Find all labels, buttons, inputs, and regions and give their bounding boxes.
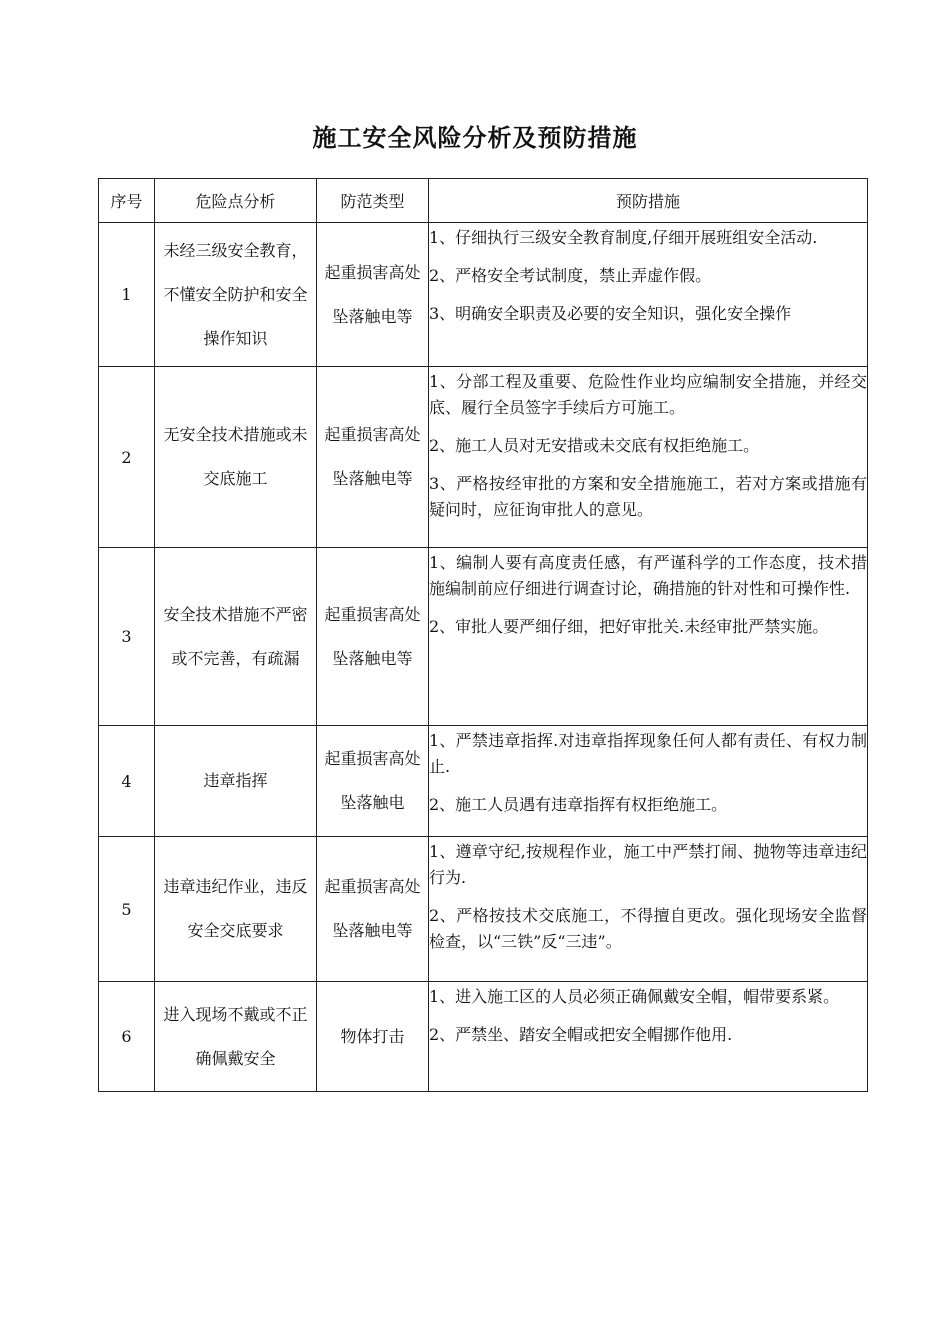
header-row [99,179,868,223]
measure-item: 1、遵章守纪,按规程作业，施工中严禁打闹、抛物等违章违纪行为. [429,842,867,887]
row-measures [429,223,868,367]
table-row [99,837,868,982]
measure-item: 2、审批人要严细仔细，把好审批关.未经审批严禁实施。 [429,617,829,636]
row-hazard: 无安全技术措施或未交底施工 [155,367,317,548]
measure-item: 1、编制人要有高度责任感，有严谨科学的工作态度，技术措施编制前应仔细进行调查讨论，确措施的针对性和可操作性. [429,553,867,598]
table-row [99,367,868,548]
row-hazard: 未经三级安全教育，不懂安全防护和安全操作知识 [155,223,317,367]
row-type: 起重损害高处坠落触电等 [317,367,429,548]
table-row [99,223,868,367]
row-measures [429,548,868,726]
measure-item: 2、严格安全考试制度，禁止弄虚作假。 [429,266,712,285]
row-measures [429,367,868,548]
measure-item: 3、明确安全职责及必要的安全知识，强化安全操作 [429,304,792,323]
measure-item: 1、严禁违章指挥.对违章指挥现象任何人都有责任、有权力制止. [429,731,867,776]
row-type: 起重损害高处坠落触电等 [317,548,429,726]
measure-item: 2、严禁坐、踏安全帽或把安全帽挪作他用. [429,1025,733,1044]
row-hazard: 违章违纪作业，违反安全交底要求 [155,837,317,982]
measure-item: 1、分部工程及重要、危险性作业均应编制安全措施，并经交底、履行全员签字手续后方可施工。 [429,372,867,417]
row-measures [429,837,868,982]
row-hazard: 违章指挥 [155,726,317,837]
row-no: 5 [99,837,155,982]
table-row [99,726,868,837]
row-no: 4 [99,726,155,837]
row-hazard: 安全技术措施不严密或不完善，有疏漏 [155,548,317,726]
header-measures: 预防措施 [429,179,868,223]
risk-table [98,178,868,1092]
measure-item: 2、施工人员遇有违章指挥有权拒绝施工。 [429,795,728,814]
row-measures [429,982,868,1092]
row-no: 1 [99,223,155,367]
row-type: 起重损害高处坠落触电等 [317,837,429,982]
row-hazard: 进入现场不戴或不正确佩戴安全 [155,982,317,1092]
measure-item: 3、严格按经审批的方案和安全措施施工，若对方案或措施有疑问时，应征询审批人的意见。 [429,474,867,519]
row-no: 6 [99,982,155,1092]
row-type: 起重损害高处坠落触电等 [317,223,429,367]
measure-item: 1、进入施工区的人员必须正确佩戴安全帽，帽带要系紧。 [429,987,840,1006]
table-row [99,548,868,726]
table-row [99,982,868,1092]
measure-item: 2、严格按技术交底施工，不得擅自更改。强化现场安全监督检查，以“三铁”反“三违”。 [429,906,867,951]
row-no: 3 [99,548,155,726]
row-measures [429,726,868,837]
measure-item: 2、施工人员对无安措或未交底有权拒绝施工。 [429,436,760,455]
measure-item: 1、仔细执行三级安全教育制度,仔细开展班组安全活动. [429,228,818,247]
header-no: 序号 [99,179,155,223]
header-type: 防范类型 [317,179,429,223]
row-type: 物体打击 [317,982,429,1092]
row-type: 起重损害高处坠落触电 [317,726,429,837]
page-title: 施工安全风险分析及预防措施 [312,124,638,152]
row-no: 2 [99,367,155,548]
header-hazard: 危险点分析 [155,179,317,223]
